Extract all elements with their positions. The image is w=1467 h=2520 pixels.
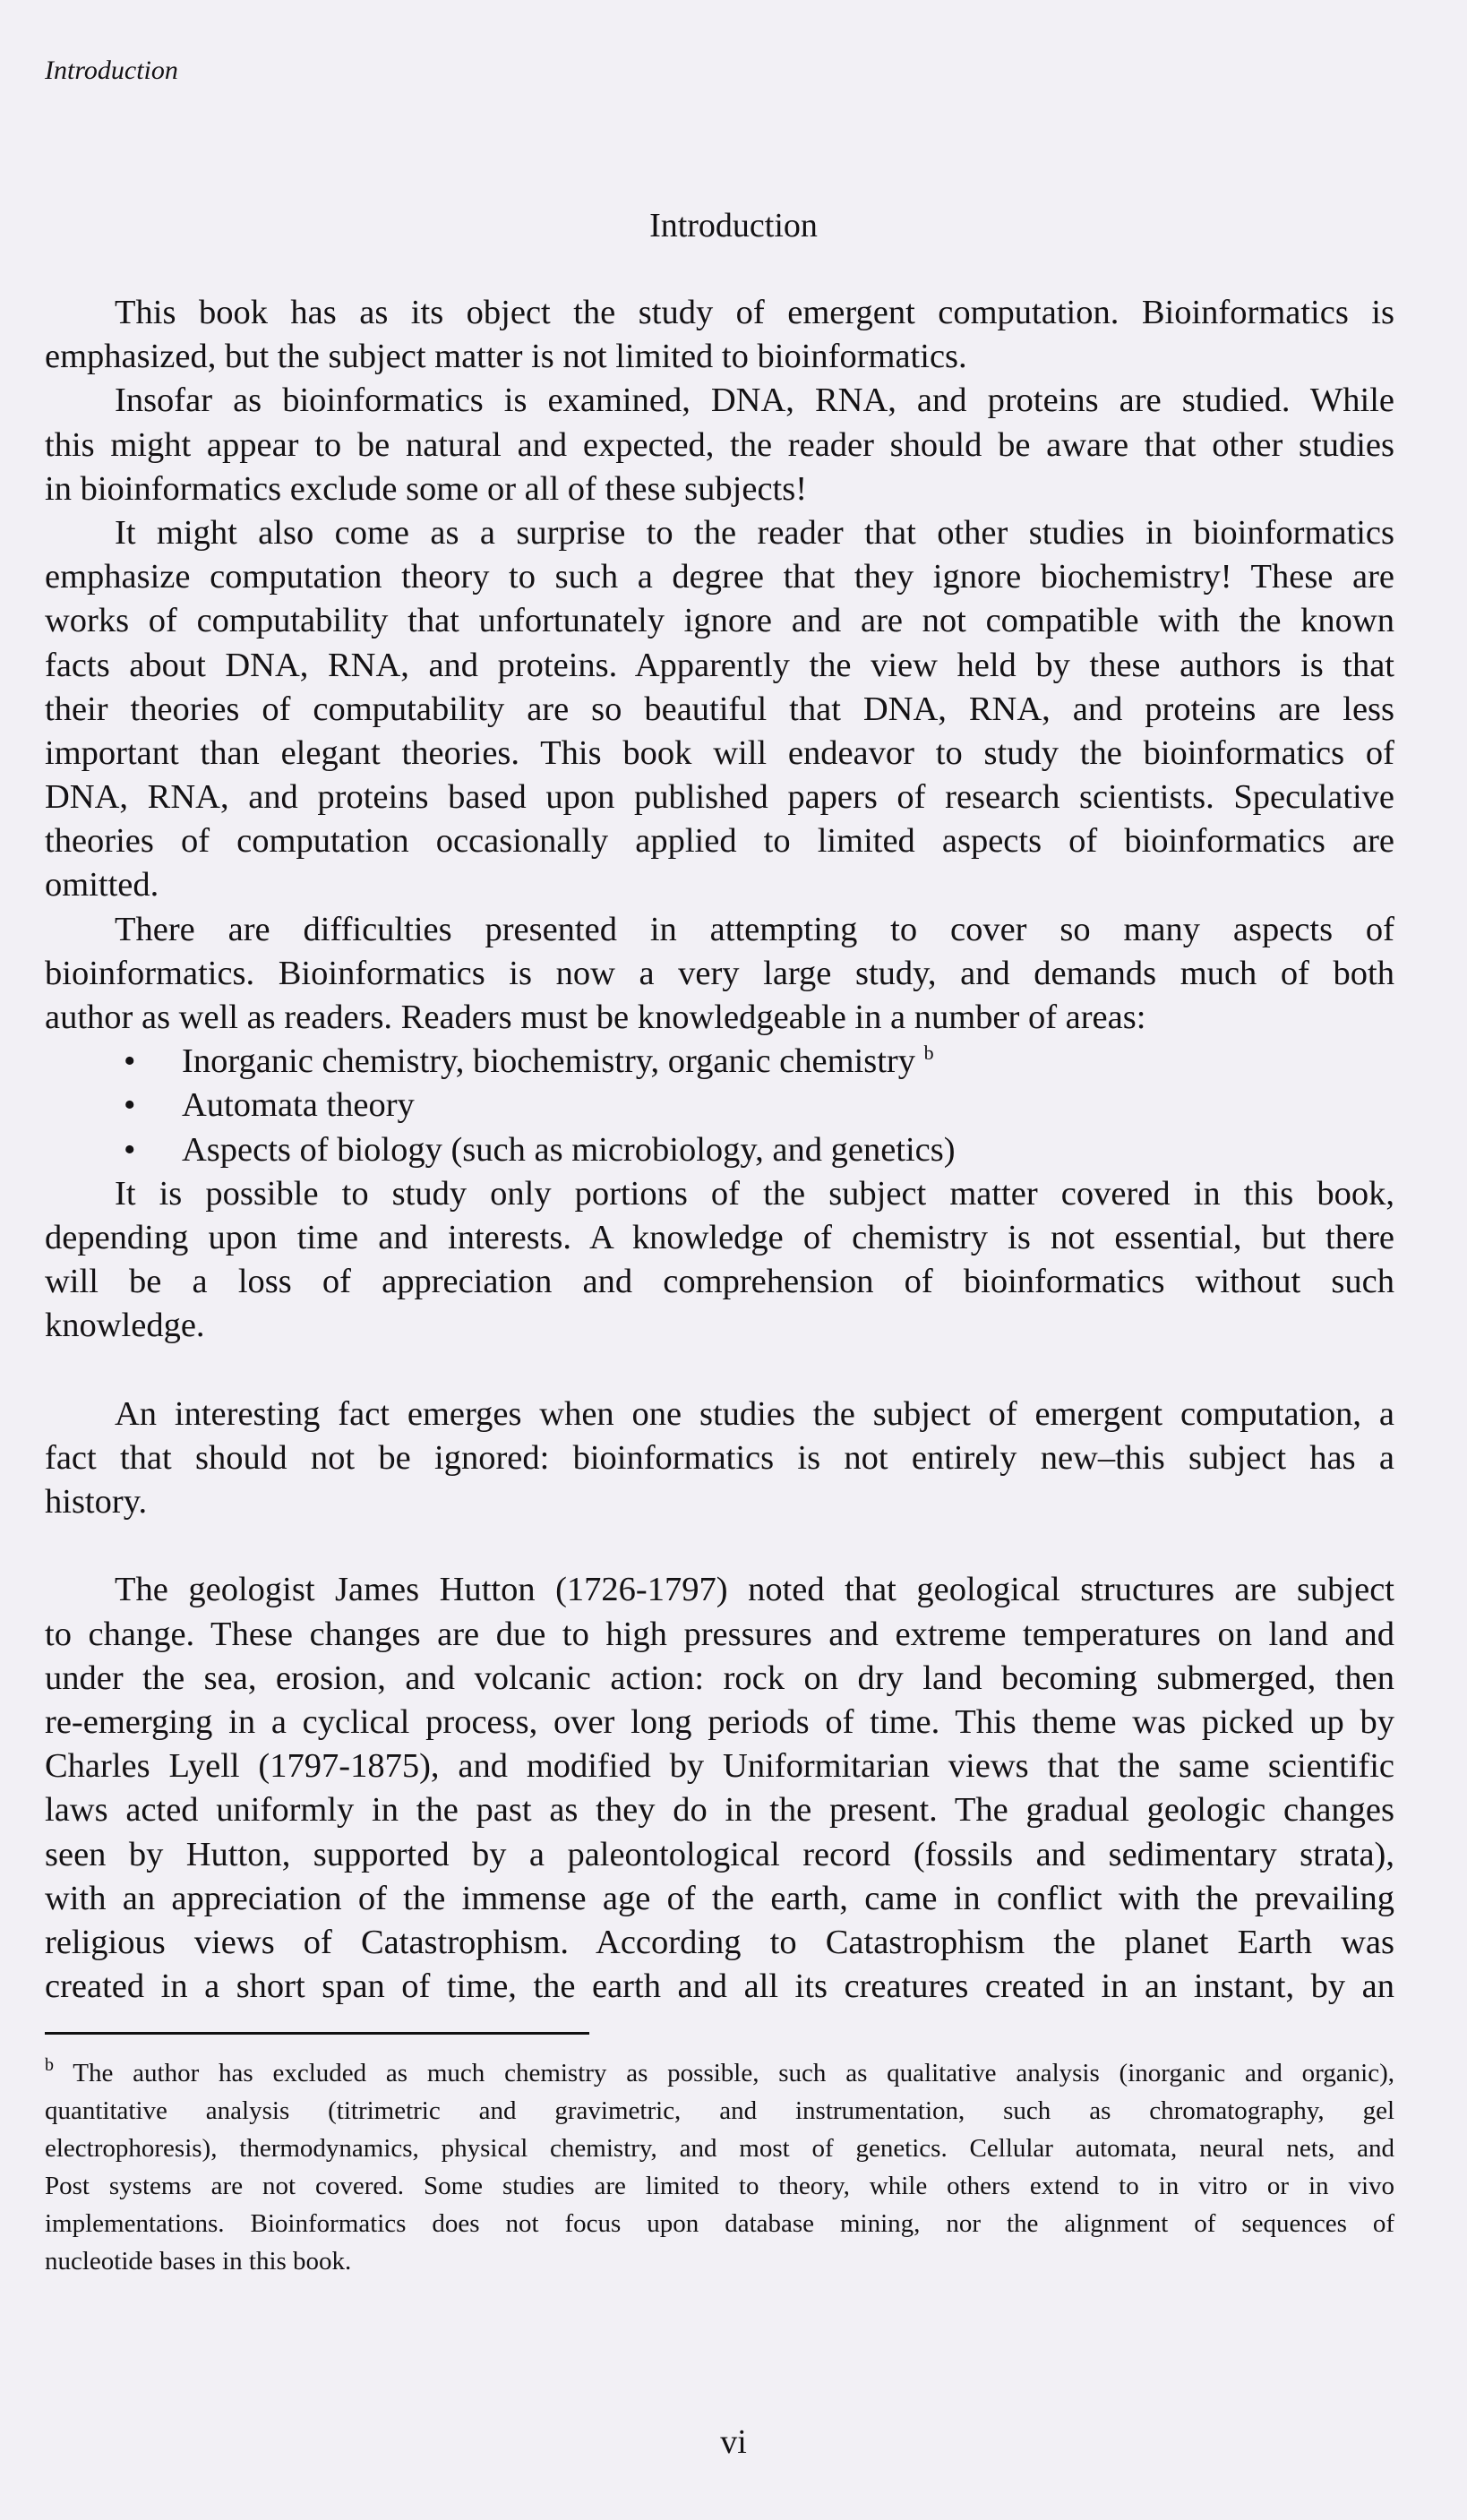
paragraph-line: It is possible to study only portions of the subject matter covered in this book,	[115, 1174, 1394, 1213]
paragraph-line: seen by Hutton, supported by a paleontological record (fossils and sedimentary strata),	[45, 1835, 1394, 1873]
paragraph-line: religious views of Catastrophism. According to Catastrophism the planet Earth was	[45, 1923, 1394, 1961]
paragraph-line: depending upon time and interests. A knowledge of chemistry is not essential, but there	[45, 1218, 1394, 1256]
paragraph-line: laws acted uniformly in the past as they do in the present. The gradual geologic changes	[45, 1791, 1394, 1830]
paragraph-line: under the sea, erosion, and volcanic action: rock on dry land becoming submerged, then	[45, 1659, 1394, 1697]
bullet-item	[45, 1128, 1394, 1172]
footnote-line	[45, 2167, 1394, 2205]
bullet-text	[182, 1040, 934, 1084]
footnote-text: implementations. Bioinformatics does not focus upon database mining, nor the alignment of sequences of	[45, 2209, 1394, 2238]
paragraph-line: facts about DNA, RNA, and proteins. Apparently the view held by these authors is that	[45, 646, 1394, 684]
paragraph-line: this might appear to be natural and expected, the reader should be aware that other studies	[45, 425, 1394, 464]
paragraph-line: their theories of computability are so beautiful that DNA, RNA, and proteins are less	[45, 690, 1394, 728]
paragraph-line: bioinformatics. Bioinformatics is now a very large study, and demands much of both	[45, 954, 1394, 992]
paragraph-line: history.	[45, 1483, 148, 1521]
footnote-text: nucleotide bases in this book.	[45, 2247, 352, 2276]
paragraph-line: important than elegant theories. This book will endeavor to study the bioinformatics of	[45, 733, 1394, 772]
paragraph-line: There are difficulties presented in attempting to cover so many aspects of	[115, 910, 1394, 948]
bullet-icon: •	[124, 1086, 136, 1125]
paragraph-line: to change. These changes are due to high pressures and extreme temperatures on land and	[45, 1615, 1394, 1653]
bullet-label: Automata theory	[182, 1086, 415, 1125]
bullet-icon: •	[124, 1042, 136, 1081]
bullet-label: Aspects of biology (such as microbiology, and genetics)	[182, 1130, 956, 1169]
footnote-text: electrophoresis), thermodynamics, physical chemistry, and most of genetics. Cellular automata, neural nets, and	[45, 2134, 1394, 2163]
paragraph-line: The geologist James Hutton (1726-1797) noted that geological structures are subject	[115, 1571, 1394, 1609]
paragraph-line: author as well as readers. Readers must be knowledgeable in a number of areas:	[45, 999, 1146, 1036]
paragraph-line: in bioinformatics exclude some or all of these subjects!	[45, 469, 808, 508]
paragraph-line: knowledge.	[45, 1307, 205, 1345]
footnote-line	[45, 2054, 1394, 2092]
footnote-divider	[45, 2032, 589, 2035]
bullet-text	[182, 1128, 956, 1172]
page-number: vi	[720, 2423, 747, 2461]
footnote-marker: b	[923, 1041, 934, 1065]
footnote-marker: b	[45, 2055, 54, 2075]
footnote-text: The author has excluded as much chemistry as possible, such as qualitative analysis (inorganic and organic),	[73, 2059, 1394, 2087]
paragraph-line: emphasize computation theory to such a degree that they ignore biochemistry! These are	[45, 558, 1394, 596]
paragraph-line: An interesting fact emerges when one studies the subject of emergent computation, a	[115, 1394, 1394, 1433]
paragraph-line: It might also come as a surprise to the reader that other studies in bioinformatics	[115, 513, 1394, 552]
footnote-line	[45, 2092, 1394, 2130]
running-head: Introduction	[45, 56, 178, 85]
bullet-label: Inorganic chemistry, biochemistry, organic chemistry	[182, 1042, 915, 1081]
paragraph-line: works of computability that unfortunately ignore and are not compatible with the known	[45, 602, 1394, 640]
paragraph-line: Charles Lyell (1797-1875), and modified by Uniformitarian views that the same scientific	[45, 1747, 1394, 1786]
paragraph-line: Insofar as bioinformatics is examined, DNA, RNA, and proteins are studied. While	[115, 381, 1394, 420]
paragraph-line: with an appreciation of the immense age of the earth, came in conflict with the prevailing	[45, 1879, 1394, 1917]
paragraph-line: omitted.	[45, 866, 159, 904]
paragraph-line: emphasized, but the subject matter is not limited to bioinformatics.	[45, 338, 967, 376]
footnote-line	[45, 2242, 1394, 2280]
paragraph-line: will be a loss of appreciation and comprehension of bioinformatics without such	[45, 1263, 1394, 1301]
bullet-item	[45, 1084, 1394, 1127]
paragraph-line: DNA, RNA, and proteins based upon published papers of research scientists. Speculative	[45, 778, 1394, 817]
paragraph-line: theories of computation occasionally applied to limited aspects of bioinformatics are	[45, 822, 1394, 861]
bullet-item	[45, 1040, 1394, 1084]
paragraph-line: re-emerging in a cyclical process, over long periods of time. This theme was picked up by	[45, 1703, 1394, 1741]
chapter-title: Introduction	[649, 207, 818, 244]
footnote-line	[45, 2205, 1394, 2242]
blank-line	[45, 1524, 1394, 1568]
bullet-text	[182, 1084, 415, 1127]
footnote-text: Post systems are not covered. Some studies are limited to theory, while others extend to in vitro or in vivo	[45, 2172, 1394, 2200]
paragraph-line: fact that should not be ignored: bioinformatics is not entirely new–this subject has a	[45, 1438, 1394, 1477]
footnote-text: quantitative analysis (titrimetric and gravimetric, and instrumentation, such as chromatography, gel	[45, 2096, 1394, 2125]
footnote-line	[45, 2130, 1394, 2167]
bullet-icon: •	[124, 1130, 136, 1169]
paragraph-line: created in a short span of time, the earth and all its creatures created in an instant, by an	[45, 1967, 1394, 2006]
paragraph-line: This book has as its object the study of emergent computation. Bioinformatics is	[115, 294, 1394, 331]
footnote	[45, 2054, 1394, 2280]
body-text	[45, 291, 1394, 2009]
blank-line	[45, 1349, 1394, 1393]
